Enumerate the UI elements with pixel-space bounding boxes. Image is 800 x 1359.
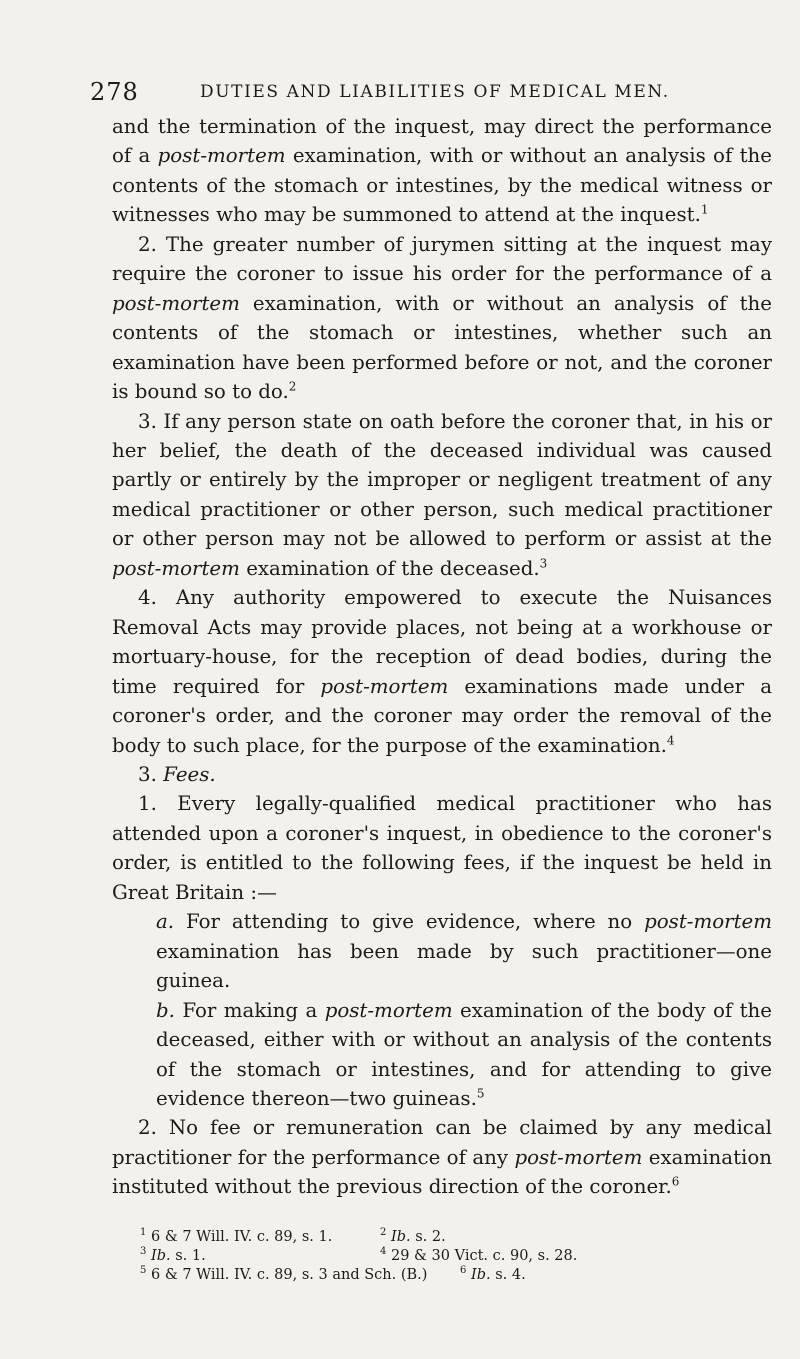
footnote-ref: 4 [666,732,675,747]
footnote-ref: 5 [476,1086,485,1101]
section-heading-fees: 3. Fees. [138,762,216,786]
fees-paragraph-2: 2. No fee or remuneration can be claimed by any medical practitioner for the performance of any post-mortem examination instituted without the previous direction of the coroner.$^6$ [112,1116,772,1199]
footnote-2: $^2$ Ib. s. 2. [380,1226,446,1245]
footnote-5: $^5$ 6 & 7 Will. IV. c. 89, s. 3 and Sch. (B.) [140,1264,428,1283]
paragraph-3: 3. If any person state on oath before the coroner that, in his or her belief, the death of the deceased individual was caused partly or entirely by the improper or negligent treatment of any medical practitioner or other person, such medical practitioner or other person may not be allowed to perform or assist at the post-mortem examination of the deceased.$^3$ [112,409,772,580]
fees-item-b: b. For making a post-mortem examination of the body of the deceased, either with or without an analysis of the contents of the stomach or intestines, and for attending to give evidence thereon—two guineas.$^5$ [156,998,772,1110]
footnote-6: $^6$ Ib. s. 4. [460,1264,526,1283]
page-number: 278 [90,78,139,106]
footnote-ref: 1 [700,202,709,217]
paragraph-continuation: and the termination of the inquest, may direct the performance of a post-mortem examination, with or without an analysis of the contents of the stomach or intestines, by the medical witness or witnesses who may be summoned to attend at the inquest.$^1$ [112,115,772,227]
footnote-4: $^4$ 29 & 30 Vict. c. 90, s. 28. [380,1245,578,1264]
fees-item-a: a. For attending to give evidence, where no post-mortem examination has been made by such practitioner—one guinea. [156,910,772,993]
paragraph-2: 2. The greater number of jurymen sitting at the inquest may require the coroner to issue his order for the performance of a post-mortem examination, with or without an analysis of the contents of the stomach or intestines, whether such an examination have been performed before or not, and the coroner is bound so to do.$^2$ [112,232,772,404]
footnote-ref: 3 [539,556,548,571]
footnote-1: $^1$ 6 & 7 Will. IV. c. 89, s. 1. [140,1226,333,1245]
body-text [112,112,772,1285]
fees-paragraph-1: 1. Every legally-qualified medical practitioner who has attended upon a coroner's inquest, in obedience to the coroner's order, is entitled to the following fees, if the inquest be held in Great Britain :— [112,792,772,904]
footnote-ref: 2 [288,379,297,394]
page-header [0,78,800,108]
paragraph-4: 4. Any authority empowered to execute the Nuisances Removal Acts may provide places, not being at a workhouse or mortuary-house, for the reception of dead bodies, during the time required for post-mortem examinations made under a coroner's order, and the coroner may order the removal of the body to such place, for the purpose of the examination.$^4$ [112,586,772,757]
footnote-3: $^3$ Ib. s. 1. [140,1245,206,1264]
running-head: DUTIES AND LIABILITIES OF MEDICAL MEN. [200,82,670,102]
footnote-ref: 6 [671,1174,680,1189]
footnotes [112,1228,772,1285]
